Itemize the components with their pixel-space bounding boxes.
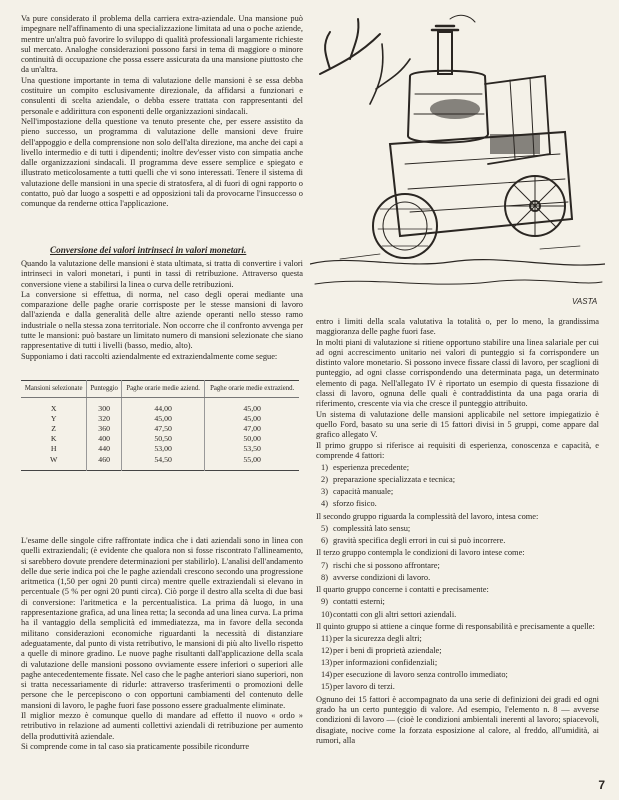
table-row (21, 398, 299, 414)
table-row (21, 434, 299, 444)
factor-list-group-3 (321, 561, 599, 583)
factor-list-group-1 (321, 463, 599, 510)
list-item: 8) avverse condizioni di lavoro. (321, 572, 431, 582)
paragraph: La conversione si effettua, di norma, nel caso degli operai mediante una comparazione delle paghe orarie corrisposte per le stesse mansioni di lavoro dall'azienda e dalla generalità delle altre aziende operanti nello stesso ramo industriale o nella stessa zona territoriale. Non occorre che il confronto avvenga per tutte le mansioni: può bastare un limitato numero di mansioni selezionate che siano rappresentative di tutti i livelli (basso, medio, alto). (21, 289, 303, 351)
paragraph: Quando la valutazione delle mansioni è stata ultimata, si tratta di convertire i valori intrinseci in valori monetari, i punti in tassi di retribuzione. Attraverso questa conversione viene a stabilirsi la linea o curva delle retribuzioni. (21, 259, 303, 289)
artist-signature: VASTA (572, 297, 598, 306)
table-cell: 45,00 (205, 398, 299, 414)
left-column-bottom (21, 536, 303, 752)
table-cell: K (50, 434, 57, 444)
column-header: Paghe orarie medie extraziend. (205, 381, 299, 398)
table-cell: 400 (87, 434, 122, 444)
table-cell: Z (51, 423, 57, 433)
paragraph: Il primo gruppo si riferisce ai requisiti di esperienza, conoscenza e capacità, e comprende 4 fattori: (316, 440, 599, 460)
paragraph: Va pure considerato il problema della carriera extra-aziendale. Una mansione può impegnare nell'affinamento di una specializzazione limitata ad una o poche aziende, mentre un'altra può favorire lo sviluppo di qualità professionali largamente richieste sul mercato. Analoghe considerazioni possono farsi in tema di maggiore o minore continuità di occupazione che possa essere assicurata da una mansione piuttosto che da un'altra. (21, 14, 303, 75)
paragraph: Un sistema di valutazione delle mansioni applicabile nel settore impiegatizio è quello Ford, basato su una serie di 15 fattori divisi in 5 gruppi, come appare dal grafico allegato V. (316, 409, 599, 440)
factor-list-group-4 (321, 597, 599, 619)
table-cell: 50,50 (121, 434, 204, 444)
section-title: Conversione dei valori intrinseci in valori monetari. (50, 245, 247, 255)
paragraph: Il quarto gruppo concerne i contatti e precisamente: (316, 585, 489, 595)
table-row (21, 423, 299, 433)
table-header-row (21, 381, 299, 398)
column-header: Paghe orarie medie aziend. (121, 381, 204, 398)
paragraph: Una questione importante in tema di valutazione delle mansioni è se essa debba costituire un compito esclusivamente direzionale, da affidarsi a funzionari e consulenti di scelta aziendale, o debba essere trattata con rappresentanti del personale e addirittura con esponenti delle organizzazioni sindacali. (21, 75, 303, 116)
table-cell: 50,00 (205, 434, 299, 444)
table-cell: H (50, 444, 57, 454)
list-item: 10)contatti con gli altri settori aziendali. (321, 609, 457, 619)
table-cell: 440 (87, 444, 122, 454)
table-cell: 460 (87, 454, 122, 471)
paragraph: Il terzo gruppo contempla le condizioni di lavoro intese come: (316, 548, 525, 558)
table-cell: 45,00 (121, 413, 204, 423)
paragraph: Nell'impostazione della questione va tenuto presente che, per essere assistito da pieno successo, un programma di valutazione delle mansioni deve fruire dell'appoggio e della comprensione non solo dell'alta direzione, ma anche dei capi a livello intermedio e di tutti i dipendenti; inoltre dev'esser visto con simpatia anche dalle organizzazioni sindacali. Il programma deve essere semplice e spiegato e illustrato meticolosamente a tutti quelli che vi sono interessati. Tenere il sistema di valutazione delle mansioni in una specie di stratosfera, al di fuori di ogni rapporto o contatto, può dar luogo a sospetti e ad opposizioni tali da provocarne l'insuccesso o comunque da renderne ottica l'applicazione. (21, 116, 303, 209)
table-cell: 360 (87, 423, 122, 433)
factor-list-group-2 (321, 524, 599, 546)
table-cell: 53,50 (205, 444, 299, 454)
list-item: 12)per i beni di proprietà aziendale; (321, 646, 442, 656)
paragraph: entro i limiti della scala valutativa la totalità o, per lo meno, la grandissima maggioranza delle paghe fuori fase. (316, 317, 599, 337)
right-column (316, 317, 599, 746)
list-item: 15)per lavoro di terzi. (321, 682, 395, 692)
table-cell: Y (50, 413, 57, 423)
table-row (21, 413, 299, 423)
wage-comparison-table (21, 380, 299, 471)
list-item: 1) esperienza precedente; (321, 463, 410, 473)
list-item: 9) contatti esterni; (321, 597, 385, 607)
table-cell: 47,00 (205, 423, 299, 433)
table-row (21, 454, 299, 471)
paragraph: Il secondo gruppo riguarda la complessità del lavoro, intesa come: (316, 511, 539, 521)
left-column-top (21, 14, 303, 210)
paragraph: In molti piani di valutazione si ritiene opportuno stabilire una linea salariale per cui ad ogni accrescimento unitario nei valori di punteggio si fa corrispondere un distinto valore monetario. Si possono invece fissare classi di lavoro, per scaglioni di punteggio, ad ogni classe corrispondendo una determinata paga, un determinato elemento di paga. Nell'allegato IV è riportato un esempio di questa fissazione di classi di lavoro, ognuna delle quali è contraddistinta da una paga oraria di riferimento, crescente via via che cresce il punteggio attribuito. (316, 337, 599, 409)
list-item: 5) complessità lato sensu; (321, 524, 411, 534)
column-header: Mansioni selezionate (21, 381, 87, 398)
table-cell: 320 (87, 413, 122, 423)
table-cell: W (50, 454, 58, 464)
table-cell: 47,50 (121, 423, 204, 433)
table-cell: 44,00 (121, 398, 204, 414)
list-item: 6) gravità specifica degli errori in cui si può incorrere. (321, 536, 506, 546)
list-item: 13)per informazioni confidenziali; (321, 658, 438, 668)
list-item: 3) capacità manuale; (321, 487, 394, 497)
list-item: 2) preparazione specializzata e tecnica; (321, 475, 456, 485)
table-cell: 300 (87, 398, 122, 414)
table-cell: 55,00 (205, 454, 299, 471)
paragraph: Si comprende come in tal caso sia praticamente possibile ricondurre (21, 741, 250, 751)
list-item: 11)per la sicurezza degli altri; (321, 634, 422, 644)
left-column-middle (21, 259, 303, 362)
list-item: 14)per esecuzione di lavoro senza controllo immediato; (321, 670, 508, 680)
column-header: Punteggio (87, 381, 122, 398)
table-cell: 53,00 (121, 444, 204, 454)
list-item: 7) rischi che si possono affrontare; (321, 560, 440, 570)
steam-tractor-illustration (310, 14, 605, 311)
paragraph: Il quinto gruppo si attiene a cinque forme di responsabilità e precisamente a quelle: (316, 621, 595, 631)
page-number: 7 (598, 778, 605, 792)
paragraph: Ognuno dei 15 fattori è accompagnato da una serie di definizioni dei gradi ed ogni grado ha un certo punteggio di valore. Ad esempio, l'elemento n. 8 — avverse condizioni di lavoro — (cioè le condizioni ambientali inerenti al lavoro; spiacevoli, disagiate, nocive come la forzata esposizione al calore, al freddo, all'umidità, ai rumori, alla (316, 694, 599, 745)
paragraph: Supponiamo i dati raccolti aziendalmente ed extraziendalmente come segue: (21, 351, 278, 361)
table-row (21, 444, 299, 454)
paragraph: Il miglior mezzo è comunque quello di mandare ad effetto il nuovo « ordo » retributivo in relazione ad aumenti collettivi aziendali di retribuzione per aumento della produttività aziendale. (21, 711, 303, 741)
paragraph: L'esame delle singole cifre raffrontate indica che i dati aziendali sono in linea con quelli extraziendali; (è evidente che qualora non si fosse riscontrato l'allineamento, si sarebbero dovute prendere determinazioni per stabilirlo). L'analisi dell'andamento delle due serie indica poi che le paghe aziendali crescono secondo una progressione aritmetica (1,50 per ogni 20 punti circa) mentre quelle extraziendali si elevano in percentuale (5 % per ogni 20 punti circa). Ciò porge il destro alla scelta di due basi di conversione: l'aritmetica e la percentualistica. La prima dà luogo, in una rappresentazione grafica, ad una linea retta; la seconda ad una linea curva. La prima ha il vantaggio della semplicità ed immediatezza, ma in favore della seconda militano considerazioni economiche riguardanti la necessità di distanziare adeguatamente, dal punto di vista retributivo, le mansioni di più alto livello rispetto a quelle di minore gradino. Le nuove paghe risultanti dall'applicazione della scala di valutazione delle mansioni possono ovviamente essere inferiori o superiori alle paghe antecedentemente fissate. Nel caso che le paghe anteriori siano superiori, non si tratta necessariamente di ridurle: attraverso trasferimenti o promozioni delle persone che le percepiscono o con opportuni cambiamenti del contenuto delle mansioni di lavoro, le paghe fuori fase possono essere gradualmente eliminate. (21, 536, 303, 710)
list-item: 4) sforzo fisico. (321, 499, 377, 509)
table-cell: X (50, 403, 57, 413)
table-cell: 54,50 (121, 454, 204, 471)
table-cell: 45,00 (205, 413, 299, 423)
factor-list-group-5 (321, 634, 599, 693)
